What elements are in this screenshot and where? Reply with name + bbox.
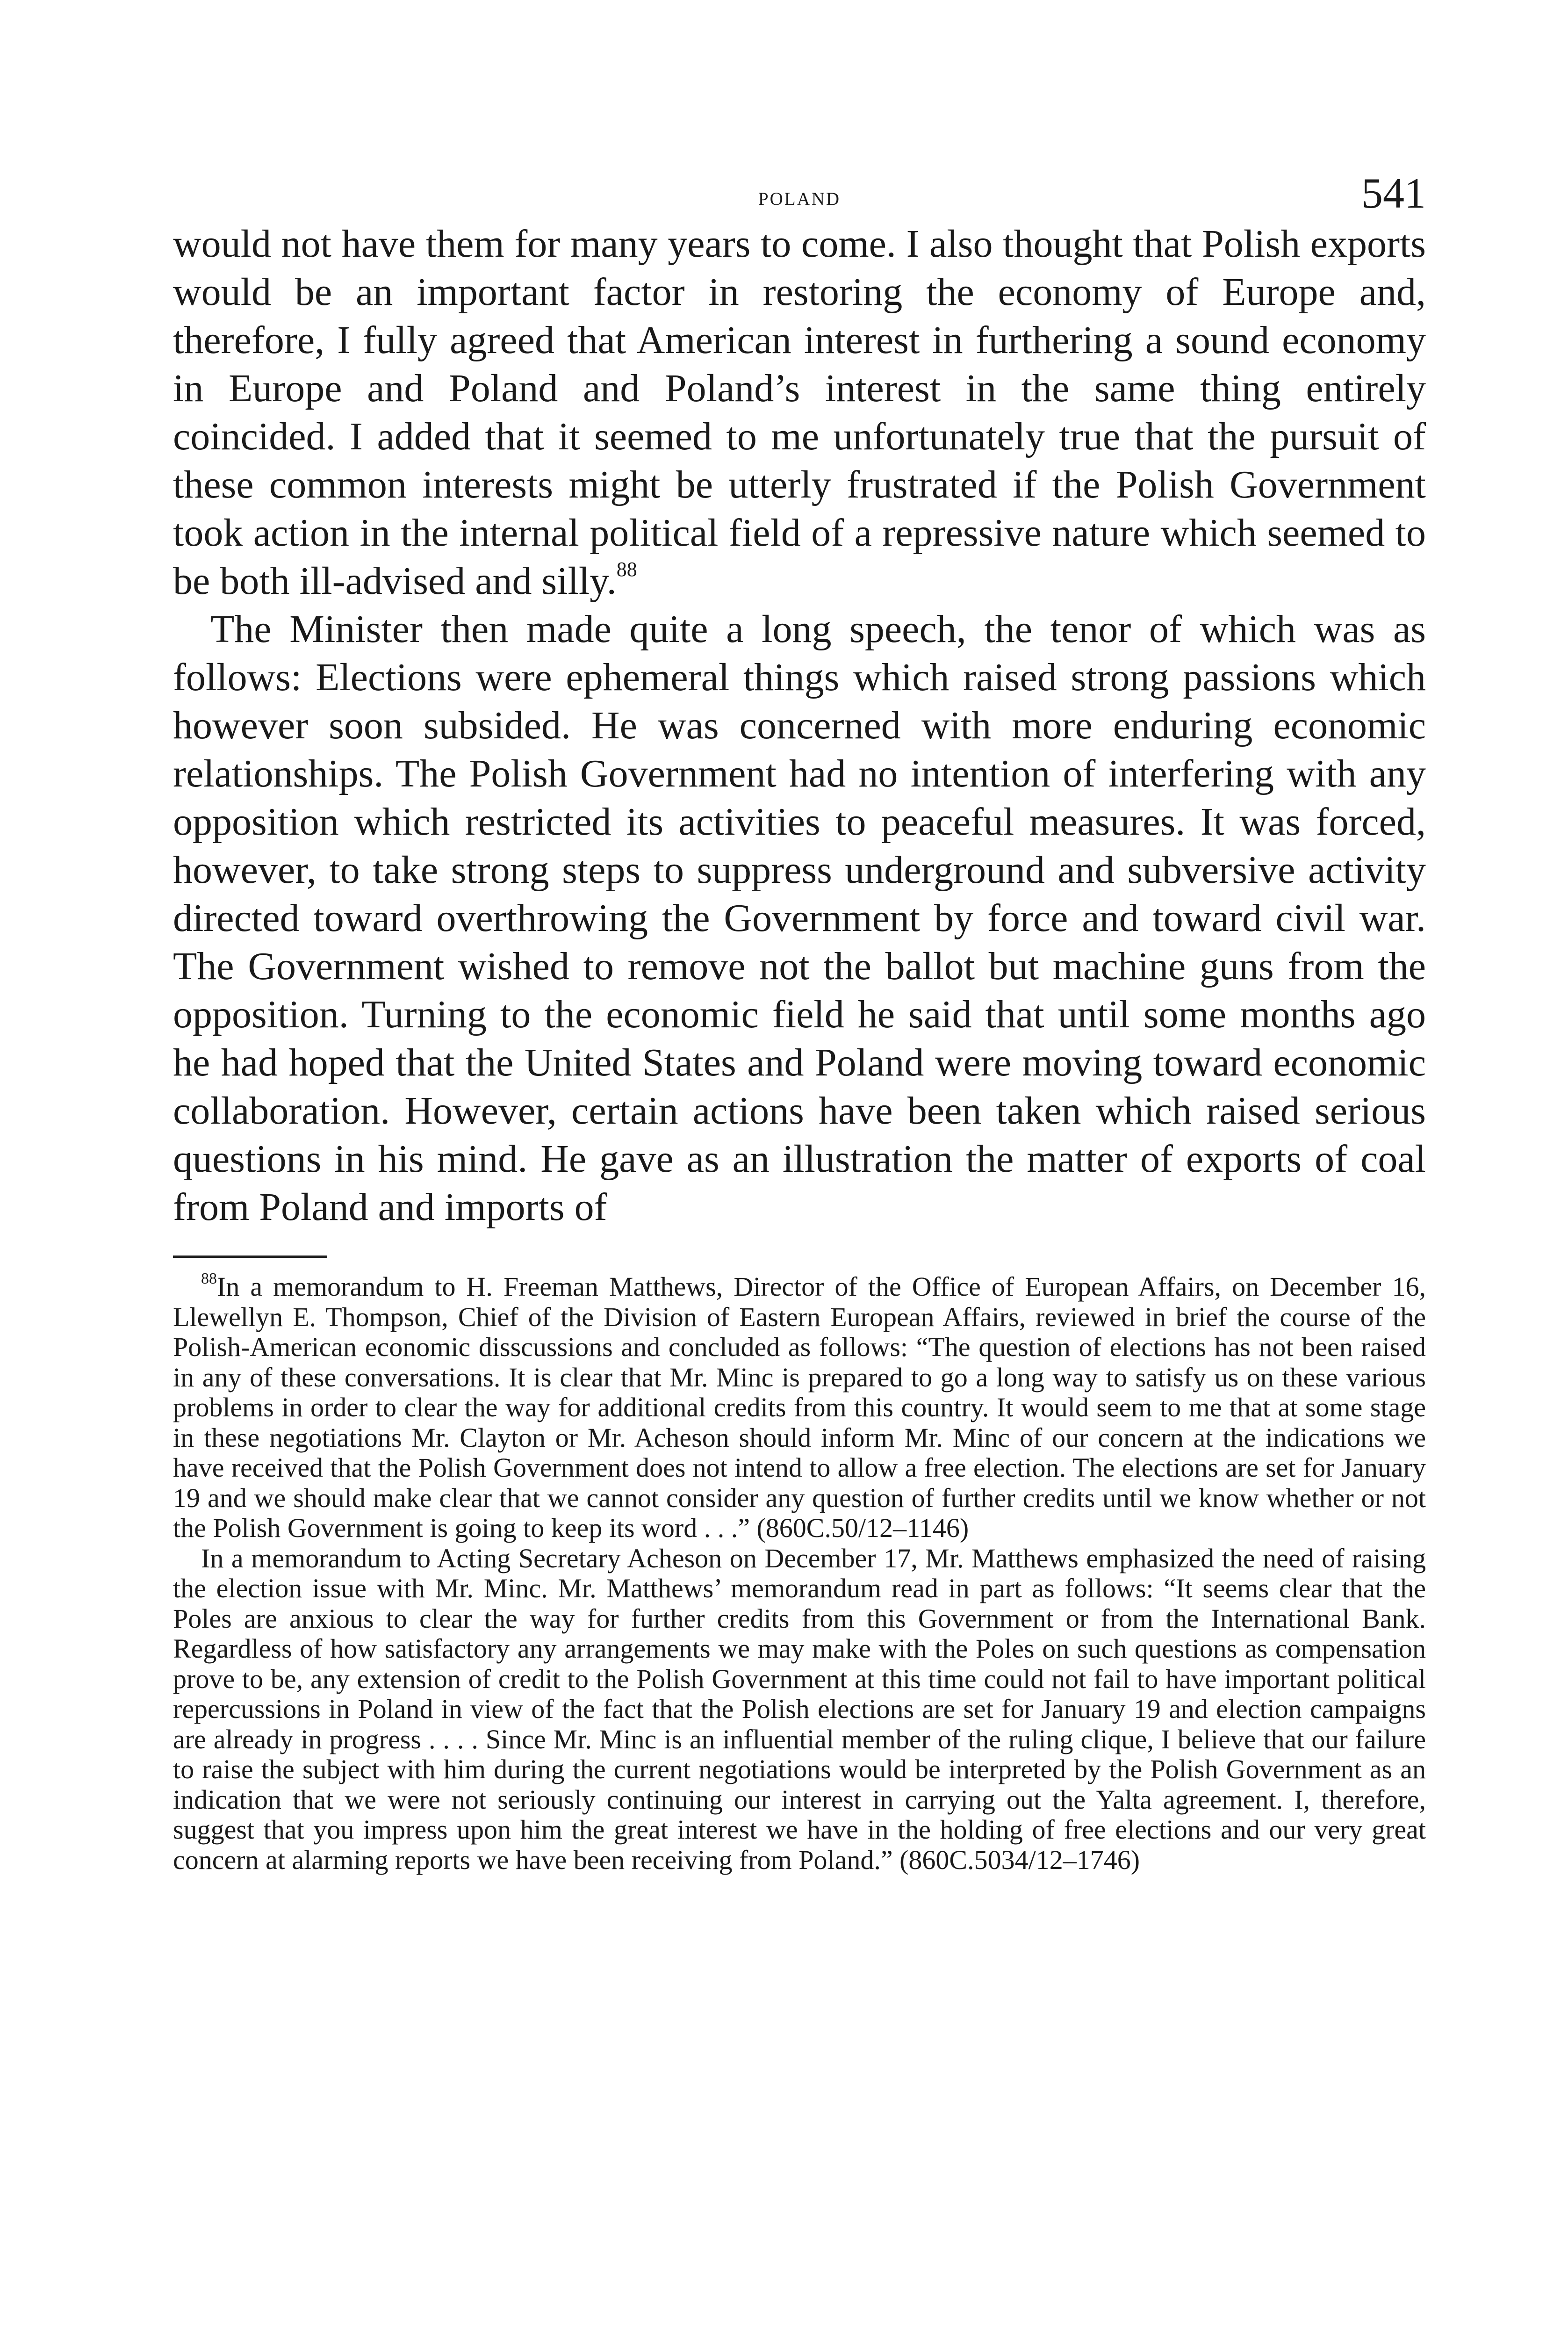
footnote-reference[interactable]: 88 — [616, 558, 637, 581]
body-text — [173, 220, 1426, 1231]
footnote-divider — [173, 1256, 327, 1258]
paragraph-text: The Minister then made quite a long speech, the tenor of which was as follows: Elections were ephemeral things which raised strong passions which however soon subsided. He was concerned with more enduring economic relationships. The Polish Government had no intention of interfering with any opposition which restricted its activities to peaceful measures. It was forced, however, to take strong steps to suppress underground and subversive activity directed toward overthrowing the Government by force and toward civil war. The Government wished to remove not the ballot but machine guns from the opposition. Turning to the economic field he said that until some months ago he had hoped that the United States and Poland were moving toward economic collaboration. However, certain actions have been taken which raised serious questions in his mind. He gave as an illustration the matter of exports of coal from Poland and imports of — [173, 607, 1426, 1229]
paragraph-text: would not have them for many years to come. I also thought that Polish exports would be an important factor in restoring the economy of Europe and, therefore, I fully agreed that American interest in furthering a sound economy in Europe and Poland and Poland’s interest in the same thing entirely coincided. I added that it seemed to me unfortunately true that the pursuit of these common interests might be utterly frustrated if the Polish Government took action in the internal political field of a repressive nature which seemed to be both ill-advised and silly. — [173, 222, 1426, 603]
footnote-paragraph — [173, 1544, 1426, 1876]
running-header — [173, 168, 1426, 220]
footnotes — [173, 1272, 1426, 1875]
body-paragraph — [173, 220, 1426, 605]
footnote-text: In a memorandum to Acting Secretary Acheson on December 17, Mr. Matthews emphasized the need of raising the election issue with Mr. Minc. Mr. Matthews’ memorandum read in part as follows: “It seems clear that the Poles are anxious to clear the way for further credits from this Government or from the International Bank. Regardless of how satisfactory any arrangements we may make with the Poles on such questions as compensation prove to be, any extension of credit to the Polish Government at this time could not fail to have important political repercussions in Poland in view of the fact that the Polish elections are set for January 19 and election campaigns are already in progress . . . . Since Mr. Minc is an influential member of the ruling clique, I believe that our failure to raise the subject with him during the current negotiations would be interpreted by the Polish Government as an indication that we were not seriously continuing our interest in carrying out the Yalta agreement. I, therefore, suggest that you impress upon him the great interest we have in the holding of free elections and our very great concern at alarming reports we have been receiving from Poland.” (860C.5034/12–1746) — [173, 1543, 1426, 1875]
footnote-text: In a memorandum to H. Freeman Matthews, Director of the Office of European Affairs, on December 16, Llewellyn E. Thompson, Chief of the Division of Eastern European Affairs, reviewed in brief the course of the Polish-American economic disscussions and concluded as follows: “The question of elections has not been raised in any of these conversations. It is clear that Mr. Minc is prepared to go a long way to satisfy us on these various problems in order to clear the way for additional credits from this country. It would seem to me that at some stage in these negotiations Mr. Clayton or Mr. Acheson should inform Mr. Minc of our concern at the indications we have received that the Polish Government does not intend to allow a free election. The elections are set for January 19 and we should make clear that we cannot consider any question of further credits until we know whether or not the Polish Government is going to keep its word . . .” (860C.50/12–1146) — [173, 1271, 1426, 1543]
page-number: 541 — [1361, 169, 1426, 217]
footnote-paragraph — [173, 1272, 1426, 1544]
page-content — [173, 168, 1426, 1875]
running-title: poland — [758, 182, 841, 211]
footnote-number: 88 — [201, 1270, 217, 1287]
body-paragraph — [173, 605, 1426, 1231]
